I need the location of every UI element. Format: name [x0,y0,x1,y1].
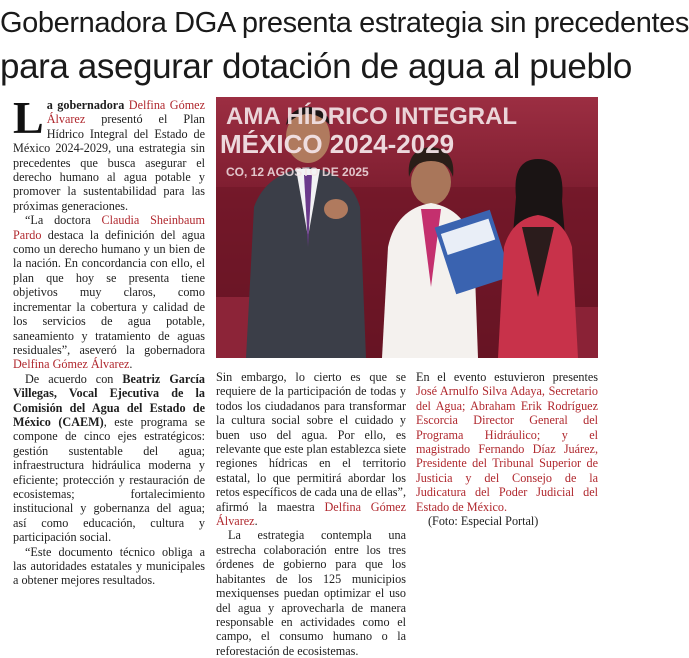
event-photo [216,97,598,358]
drop-cap: L [13,92,44,143]
article-column-2 [216,370,406,658]
photo-credit: (Foto: Especial Portal) [428,514,539,529]
article-column-3 [416,370,598,528]
paragraph-2: “La doctora Claudia Sheinbaum Pardo destaca la definición del agua como un derecho humano y un bien de la nación. En concordancia con ello, el plan que hoy se presenta tiene objetivos muy claros, como incrementar la cobertura y calidad de los servicios de agua potable, saneamiento y tratamiento de aguas residuales”, aseveró la gobernadora Delfina Gómez Álvarez. [13,213,205,372]
headline-line-2: para asegurar dotación de agua al pueblo [0,47,632,86]
lead-in: a gobernadora [46,98,125,112]
banner-title: AMA HÍDRICO INTEGRAL [226,103,518,130]
banner-date: CO, 12 AGOSTO DE 2025 [226,165,369,179]
paragraph-6: La estrategia contempla una estrecha colaboración entre los tres órdenes de gobierno para que los habitantes de los 125 municipios mexiquenses puedan optimizar el uso del agua y aprovecharla de manera responsable en actividades como el campo, el consumo humano o la reforestación de ecosistemas. [216,528,406,658]
attendees-list: José Arnulfo Silva Adaya, Secretario del Agua; Abraham Erik Rodríguez Escorcia Director General del Programa Hidráulico; y el magistrado Fernando Díaz Juárez, Presidente del Tribunal Superior de Justicia y del Consejo de la Judicatura del Poder Judicial del Estado de México. [416,384,598,514]
paragraph-1-text: presentó el Plan Hídrico Integral del Estado de México 2024-2029, una estrategia sin precedentes que busca asegurar el derecho humano al agua potable y promover la sustentabilidad para las próximas generaciones. [13,112,205,213]
headline-line-1: Gobernadora DGA presenta estrategia sin precedentes [0,7,689,39]
banner-subtitle: MÉXICO 2024-2029 [220,129,455,159]
paragraph-3: De acuerdo con Beatriz García Villegas, Vocal Ejecutiva de la Comisión del Agua del Estado de México (CAEM), este programa se compone de cinco ejes estratégicos: gestión sustentable del agua; infraestructura hidráulica moderna y eficiente; protección y restauración de ecosistemas; fortalecimiento institucional y gobernanza del agua; así como educación, cultura y participación social. [13,371,205,545]
paragraph-7: En el evento estuvieron presentes José Arnulfo Silva Adaya, Secretario del Agua; Abraham Erik Rodríguez Escorcia Director General del Programa Hidráulico; y el magistrado Fernando Díaz Juárez, Presidente del Tribunal Superior de Justicia y del Consejo de la Judicatura del Poder Judicial del Estado de México. [416,370,598,514]
governor-name-2: Delfina Gómez Álvarez [13,357,130,372]
paragraph-5: Sin embargo, lo cierto es que se requiere de la participación de todas y todos los ciudadanos para transformar la cultura social sobre el cuidado y buen uso del agua. Por ello, es relevante que este plan establezca siete regiones hídricas en el territorio estatal, lo que permitirá abordar los retos específicos de cada una de ellas”, afirmó la maestra Delfina Gómez Álvarez. [216,370,406,529]
paragraph-1 [13,92,205,213]
governor-name-3: Delfina Gómez Álvarez [216,499,406,529]
paragraph-4: “Este documento técnico obliga a las autoridades estatales y municipales a obtener mejores resultados. [13,544,205,588]
governor-name: Delfina Gómez Álvarez [46,98,205,127]
caem-official: Beatriz García Villegas, Vocal Ejecutiva de la Comisión del Agua del Estado de México (CAEM) [13,371,205,429]
president-name: Claudia Sheinbaum Pardo [13,213,205,242]
article-column-1 [13,92,205,588]
